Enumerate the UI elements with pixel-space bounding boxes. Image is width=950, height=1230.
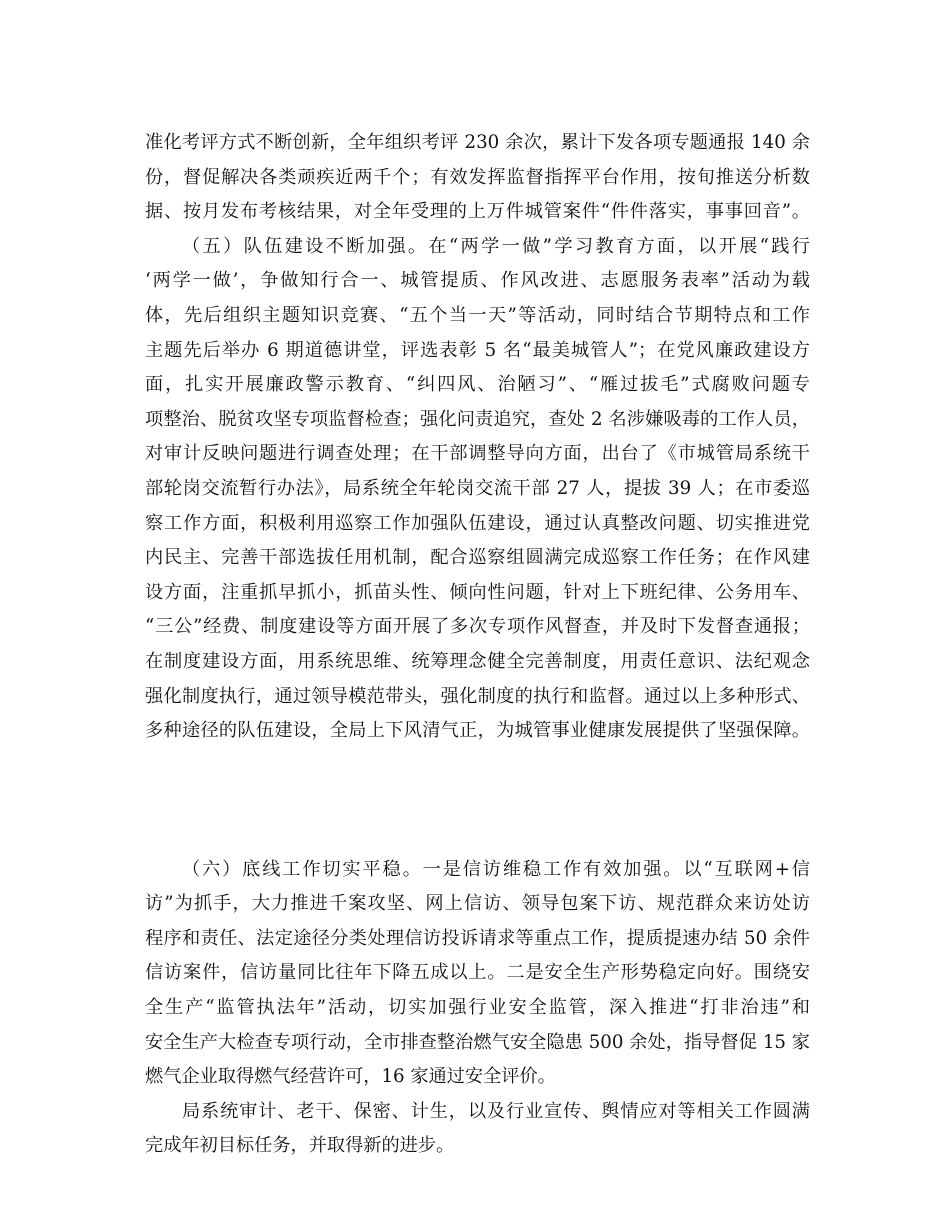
- text-line: 体，先后组织主题知识竞赛、“五个当一天”等活动，同时结合节期特点和工作: [145, 304, 810, 326]
- text-line: 主题先后举办 6 期道德讲堂，评选表彰 5 名“最美城管人”；在党风廉政建设方: [145, 339, 810, 361]
- text-line: 项整治、脱贫攻坚专项监督检查；强化问责追究，查处 2 名涉嫌吸毒的工作人员，: [145, 408, 810, 430]
- text-line: [145, 783, 810, 818]
- text-line: 察工作方面，积极利用巡察工作加强队伍建设，通过认真整改问题、切实推进党: [145, 512, 810, 534]
- text-line: 据、按月发布考核结果，对全年受理的上万件城管案件“件件落实，事事回音”。: [145, 201, 810, 223]
- text-line: （六）底线工作切实平稳。一是信访维稳工作有效加强。以“互联网+信: [182, 858, 810, 880]
- text-line: （五）队伍建设不断加强。在“两学一做”学习教育方面，以开展“践行: [182, 235, 810, 257]
- text-line: 设方面，注重抓早抓小，抓苗头性、倾向性问题，针对上下班纪律、公务用车、: [145, 581, 810, 603]
- text-line: 面，扎实开展廉政警示教育、“纠四风、治陋习”、“雁过拔毛”式腐败问题专: [145, 374, 810, 396]
- text-line: 访”为抓手，大力推进千案攻坚、网上信访、领导包案下访、规范群众来访处访: [145, 893, 810, 915]
- paragraph-continuation: [145, 126, 810, 230]
- paragraph-team-building: [145, 230, 810, 853]
- text-line: 信访案件，信访量同比往年下降五成以上。二是安全生产形势稳定向好。围绕安: [145, 962, 810, 984]
- text-line: 强化制度执行，通过领导模范带头，强化制度的执行和监督。通过以上多种形式、: [145, 685, 810, 707]
- text-line: 对审计反映问题进行调查处理；在干部调整导向方面，出台了《市城管局系统干: [145, 443, 810, 465]
- text-line: [145, 818, 810, 853]
- text-line: 部轮岗交流暂行办法》，局系统全年轮岗交流干部 27 人，提拔 39 人；在市委巡: [145, 477, 810, 499]
- text-line: 准化考评方式不断创新，全年组织考评 230 余次，累计下发各项专题通报 140 余: [145, 132, 810, 153]
- text-line: 程序和责任、法定途径分类处理信访投诉请求等重点工作，提质提速办结 50 余件: [145, 927, 810, 949]
- text-line: ‘两学一做’，争做知行合一、城管提质、作风改进、志愿服务表率”活动为载: [145, 270, 810, 292]
- paragraph-other-work: [145, 1095, 810, 1164]
- text-line: 燃气企业取得燃气经营许可，16 家通过安全评价。: [145, 1066, 556, 1088]
- paragraph-bottom-line-work: [145, 853, 810, 1095]
- text-line: 安全生产大检查专项行动，全市排查整治燃气安全隐患 500 余处，指导督促 15 家: [145, 1031, 810, 1053]
- text-line: “三公”经费、制度建设等方面开展了多次专项作风督查，并及时下发督查通报；: [145, 616, 810, 638]
- text-line: 局系统审计、老干、保密、计生，以及行业宣传、舆情应对等相关工作圆满: [182, 1100, 810, 1122]
- text-line: 全生产“监管执法年”活动，切实加强行业安全监管，深入推进“打非治违”和: [145, 996, 810, 1018]
- text-line: 完成年初目标任务，并取得新的进步。: [145, 1135, 455, 1157]
- text-line: [145, 749, 810, 784]
- text-line: 多种途径的队伍建设，全局上下风清气正，为城管事业健康发展提供了坚强保障。: [145, 720, 810, 742]
- text-line: 在制度建设方面，用系统思维、统筹理念健全完善制度，用责任意识、法纪观念: [145, 650, 810, 672]
- text-line: 份，督促解决各类顽疾近两千个；有效发挥监督指挥平台作用，按旬推送分析数: [145, 166, 810, 188]
- text-line: 内民主、完善干部选拔任用机制，配合巡察组圆满完成巡察工作任务；在作风建: [145, 547, 810, 569]
